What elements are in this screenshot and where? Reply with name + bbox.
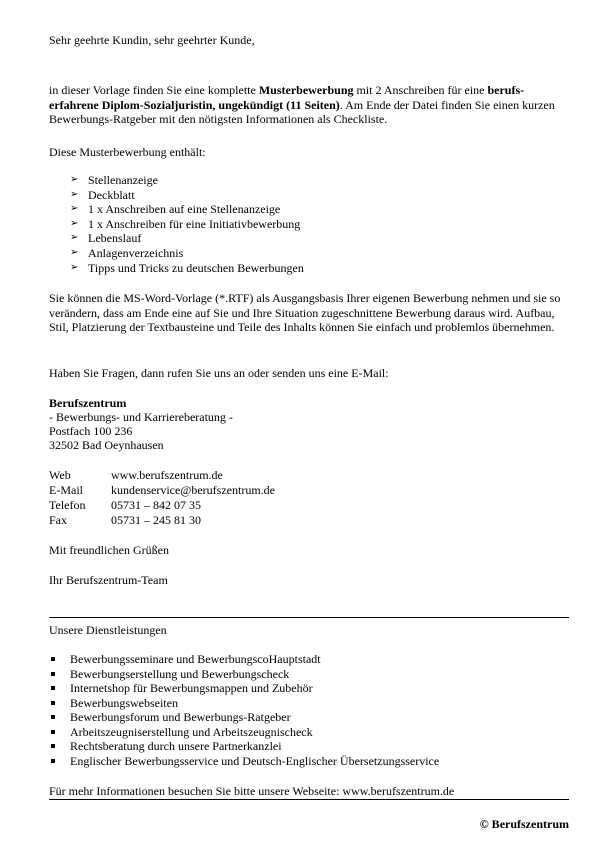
service-item	[49, 710, 439, 725]
company-tagline: - Bewerbungs- und Karriereberatung -	[49, 410, 233, 424]
divider-top	[49, 617, 569, 618]
contents-item	[70, 261, 304, 276]
contact-row-web	[49, 468, 223, 482]
service-item-label: Bewerbungserstellung und Bewerbungscheck	[70, 666, 290, 681]
service-item-label: Rechtsberatung durch unsere Partnerkanzlei	[70, 739, 282, 753]
contact-value: www.berufszentrum.de	[111, 468, 223, 482]
contents-item-label: Lebenslauf	[88, 231, 142, 246]
intro-text-2: mit 2 Anschreiben für eine	[353, 83, 488, 97]
arrow-bullet-icon: ➢	[70, 203, 79, 215]
service-item-label: Bewerbungsseminare und BewerbungscoHauptstadt	[70, 652, 321, 666]
services-heading: Unsere Dienstleistungen	[49, 623, 167, 637]
arrow-bullet-icon: ➢	[70, 261, 79, 273]
service-item-label: Englischer Bewerbungsservice und Deutsch-Englischer Übersetzungsservice	[70, 753, 440, 768]
square-bullet-icon	[51, 715, 55, 719]
closing: Mit freundlichen Grüßen	[49, 543, 169, 557]
service-item	[49, 667, 439, 682]
arrow-bullet-icon: ➢	[70, 188, 79, 200]
services-list	[49, 652, 439, 768]
intro-bold-1: Musterbewerbung	[258, 83, 354, 97]
contents-item	[70, 202, 304, 217]
service-item-label: Bewerbungswebseiten	[70, 695, 178, 710]
questions-text: Haben Sie Fragen, dann rufen Sie uns an oder senden uns eine E-Mail:	[49, 366, 389, 380]
square-bullet-icon	[51, 686, 55, 690]
contents-item	[70, 217, 304, 232]
service-item-label: Arbeitszeugniserstellung und Arbeitszeugnischeck	[70, 724, 313, 739]
intro-text-3: . Am Ende der Datei finden Sie einen kurzen Bewerbungs-Ratgeber mit den nötigsten Informationen als Checkliste.	[49, 97, 555, 127]
contact-row-phone	[49, 498, 201, 512]
service-item	[49, 696, 439, 711]
square-bullet-icon	[51, 657, 55, 661]
intro-bold-2: berufs-erfahrene Diplom-Sozialjuristin, ungekündigt (11 Seiten)	[49, 83, 525, 112]
square-bullet-icon	[51, 759, 55, 763]
contact-row-email	[49, 483, 275, 497]
signature: Ihr Berufszentrum-Team	[49, 573, 168, 587]
copyright: © Berufszentrum	[479, 817, 569, 831]
service-item	[49, 754, 439, 769]
contact-label: E-Mail	[49, 483, 83, 497]
contact-label: Fax	[49, 513, 67, 527]
service-item	[49, 725, 439, 740]
square-bullet-icon	[51, 701, 55, 705]
arrow-bullet-icon: ➢	[70, 246, 79, 258]
contact-value: 05731 – 842 07 35	[111, 498, 201, 512]
contents-item-label: Tipps und Tricks zu deutschen Bewerbungen	[88, 260, 304, 275]
service-item	[49, 652, 439, 667]
service-item-label: Bewerbungsforum und Bewerbungs-Ratgeber	[70, 710, 291, 724]
contact-label: Telefon	[49, 498, 86, 512]
arrow-bullet-icon: ➢	[70, 232, 79, 244]
arrow-bullet-icon: ➢	[70, 217, 79, 229]
divider-bottom	[49, 799, 569, 800]
intro-text-1: in dieser Vorlage finden Sie eine komplette	[49, 83, 259, 97]
contents-item-label: 1 x Anschreiben für eine Initiativbewerbung	[88, 216, 301, 231]
contents-item-label: Deckblatt	[88, 187, 135, 202]
city: 32502 Bad Oeynhausen	[49, 438, 164, 452]
greeting: Sehr geehrte Kundin, sehr geehrter Kunde,	[49, 33, 255, 47]
service-item	[49, 681, 439, 696]
contact-value: 05731 – 245 81 30	[111, 513, 201, 527]
service-item-label: Internetshop für Bewerbungsmappen und Zubehör	[70, 681, 313, 695]
square-bullet-icon	[51, 730, 55, 734]
contents-item	[70, 188, 304, 203]
contents-item-label: Stellenanzeige	[88, 173, 158, 187]
intro-paragraph	[49, 83, 569, 127]
postbox: Postfach 100 236	[49, 424, 133, 438]
square-bullet-icon	[51, 672, 55, 676]
contact-row-fax	[49, 513, 201, 527]
contents-item	[70, 246, 304, 261]
contents-item	[70, 173, 304, 188]
arrow-bullet-icon: ➢	[70, 174, 79, 185]
contents-item	[70, 231, 304, 246]
service-item	[49, 739, 439, 754]
square-bullet-icon	[51, 744, 55, 748]
usage-paragraph: Sie können die MS-Word-Vorlage (*.RTF) als Ausgangsbasis Ihrer eigenen Bewerbung nehmen und sie so verändern, dass am Ende eine auf Sie und Ihre Situation zugeschnittene Bewerbung daraus wird. Aufbau, Stil, Platzierung der Textbausteine und Teile des Inhalts können Sie einfach und problemlos übernehmen.	[49, 291, 561, 335]
contents-list	[70, 173, 304, 275]
contact-label: Web	[49, 468, 71, 482]
company-name: Berufszentrum	[49, 396, 127, 410]
contents-item-label: Anlagenverzeichnis	[88, 245, 184, 260]
contents-heading: Diese Musterbewerbung enthält:	[49, 145, 206, 159]
contact-value: kundenservice@berufszentrum.de	[111, 483, 275, 497]
more-info: Für mehr Informationen besuchen Sie bitte unsere Webseite: www.berufszentrum.de	[49, 784, 455, 798]
contents-item-label: 1 x Anschreiben auf eine Stellenanzeige	[88, 202, 281, 217]
